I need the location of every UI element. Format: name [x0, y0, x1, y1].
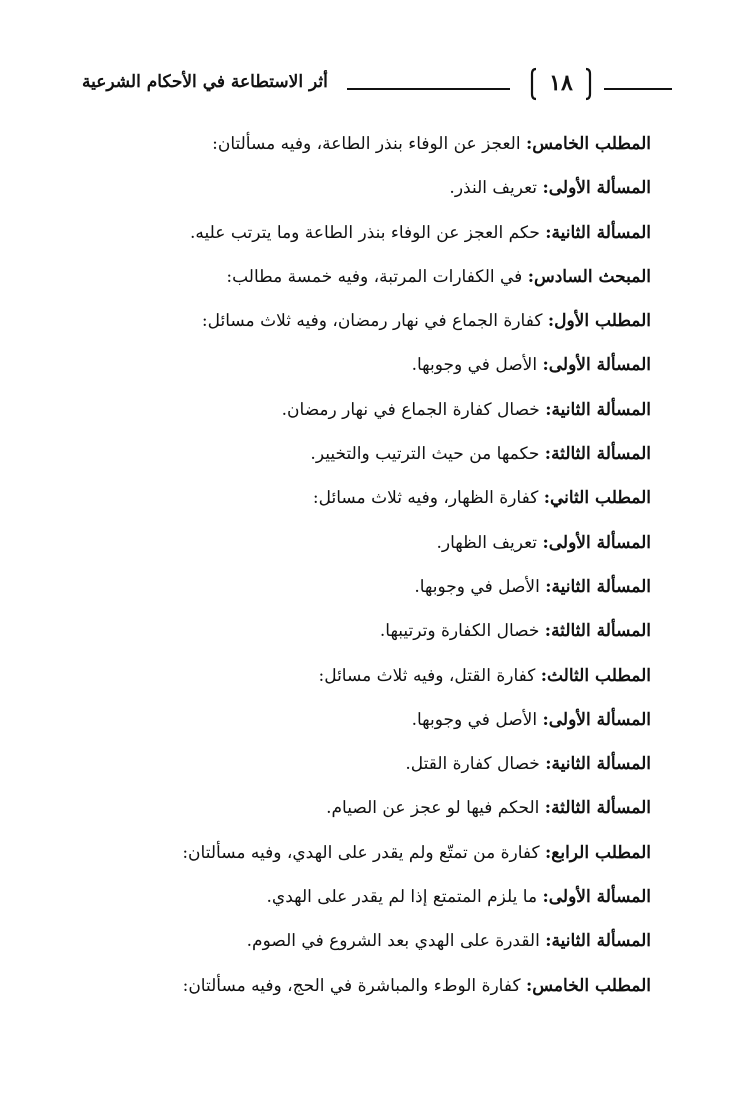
header-rule-right [604, 88, 672, 90]
page-number-box [530, 65, 592, 103]
toc-entry [71, 394, 651, 438]
header-rule-left [347, 88, 510, 90]
toc-entry [71, 837, 651, 881]
entry-text: الأصل في وجوبها. [414, 576, 546, 597]
entry-label: المسألة الثانية: [545, 754, 651, 775]
entry-label: المطلب الثالث: [540, 665, 651, 686]
page-number: ١٨ [549, 70, 573, 96]
toc-entry [71, 349, 651, 393]
entry-text: حكم العجز عن الوفاء بنذر الطاعة وما يترتب عليه. [190, 222, 546, 243]
entry-text: كفارة الظهار، وفيه ثلاث مسائل: [312, 488, 544, 509]
running-header [72, 62, 672, 108]
toc-entry [71, 748, 651, 792]
entry-text: الأصل في وجوبها. [411, 709, 543, 730]
entry-text: خصال كفارة القتل. [405, 754, 546, 775]
toc-entry [71, 704, 651, 748]
table-of-contents [71, 128, 651, 1014]
entry-text: ما يلزم المتمتع إذا لم يقدر على الهدي. [266, 887, 543, 908]
entry-text: كفارة الوطء والمباشرة في الحج، وفيه مسألتان: [182, 975, 526, 996]
toc-entry [71, 217, 651, 261]
entry-text: القدرة على الهدي بعد الشروع في الصوم. [246, 931, 546, 952]
entry-text: تعريف الظهار. [436, 532, 543, 553]
entry-label: المسألة الثانية: [545, 222, 651, 243]
entry-label: المسألة الأولى: [542, 178, 651, 199]
toc-entry [71, 881, 651, 925]
entry-label: المسألة الثالثة: [544, 444, 651, 465]
entry-text: الأصل في وجوبها. [411, 355, 543, 376]
entry-label: المطلب الأول: [547, 311, 651, 332]
toc-entry [71, 571, 651, 615]
entry-label: المطلب الثاني: [543, 488, 651, 509]
entry-text: خصال الكفارة وترتيبها. [379, 621, 545, 642]
entry-text: كفارة من تمتّع ولم يقدر على الهدي، وفيه مسألتان: [182, 842, 546, 863]
toc-entry [71, 615, 651, 659]
entry-label: المسألة الثالثة: [544, 798, 651, 819]
toc-entry [71, 792, 651, 836]
entry-label: المسألة الثانية: [545, 399, 651, 420]
entry-label: المسألة الأولى: [542, 532, 651, 553]
toc-entry [71, 527, 651, 571]
entry-label: المطلب الخامس: [525, 975, 651, 996]
toc-entry [71, 128, 651, 172]
entry-text: تعريف النذر. [449, 178, 543, 199]
entry-text: في الكفارات المرتبة، وفيه خمسة مطالب: [226, 266, 528, 287]
entry-label: المسألة الثانية: [545, 931, 651, 952]
book-title: أثر الاستطاعة في الأحكام الشرعية [82, 72, 328, 92]
toc-entry [71, 305, 651, 349]
entry-label: المسألة الثالثة: [544, 621, 651, 642]
entry-text: الحكم فيها لو عجز عن الصيام. [326, 798, 545, 819]
entry-label: المطلب الرابع: [545, 842, 651, 863]
toc-entry [71, 261, 651, 305]
toc-entry [71, 172, 651, 216]
entry-label: المسألة الثانية: [545, 576, 651, 597]
entry-text: حكمها من حيث الترتيب والتخيير. [310, 444, 545, 465]
toc-entry [71, 482, 651, 526]
entry-label: المبحث السادس: [527, 266, 651, 287]
entry-label: المطلب الخامس: [525, 134, 651, 154]
entry-text: كفارة الجماع في نهار رمضان، وفيه ثلاث مسائل: [201, 311, 548, 332]
toc-entry [71, 438, 651, 482]
entry-label: المسألة الأولى: [542, 887, 651, 908]
entry-label: المسألة الأولى: [542, 355, 651, 376]
toc-entry [71, 925, 651, 969]
entry-text: العجز عن الوفاء بنذر الطاعة، وفيه مسألتان: [212, 134, 526, 154]
toc-entry [71, 660, 651, 704]
toc-entry [71, 970, 651, 1014]
entry-text: كفارة القتل، وفيه ثلاث مسائل: [318, 665, 541, 686]
entry-text: خصال كفارة الجماع في نهار رمضان. [281, 399, 546, 420]
entry-label: المسألة الأولى: [542, 709, 651, 730]
